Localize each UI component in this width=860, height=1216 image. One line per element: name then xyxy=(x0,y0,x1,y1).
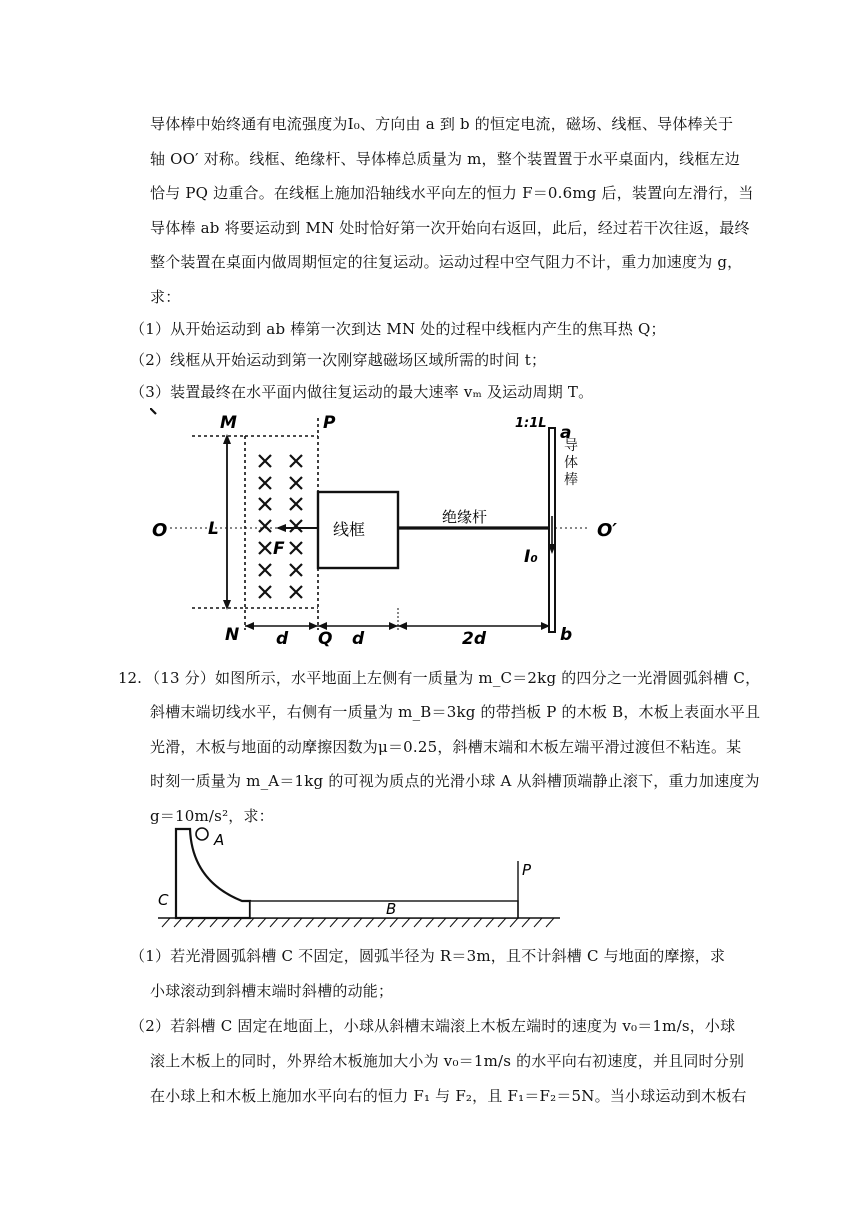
p12-line-5: g＝10m/s²，求： xyxy=(150,807,274,825)
p11-line-2: 轴 OO′ 对称。线框、绝缘杆、导体棒总质量为 m，整个装置置于水平桌面内，线框左边 xyxy=(150,150,740,168)
ball-a xyxy=(196,828,208,840)
label-conductor: 导体棒 xyxy=(564,438,578,488)
label-I0: I₀ xyxy=(524,547,538,567)
label-rod: 绝缘杆 xyxy=(442,508,488,526)
p12-question-2a: （2）若斜槽 C 固定在地面上，小球从斜槽末端滚上木板左端时的速度为 v₀＝1m/s，小球 xyxy=(130,1017,736,1035)
p12-question-2b: 滚上木板上的同时，外界给木板施加大小为 v₀＝1m/s 的水平向右初速度，并且同时分别 xyxy=(150,1052,745,1070)
field-crosses xyxy=(150,408,156,414)
label-P: P xyxy=(323,413,336,433)
p11-line-6: 求： xyxy=(150,288,181,306)
p12-question-1a: （1）若光滑圆弧斜槽 C 不固定，圆弧半径为 R＝3m，且不计斜槽 C 与地面的摩擦，求 xyxy=(130,947,726,965)
p11-question-3: （3）装置最终在水平面内做往复运动的最大速率 vₘ 及运动周期 T。 xyxy=(130,383,594,401)
p11-question-2: （2）线框从开始运动到第一次刚穿越磁场区域所需的时间 t； xyxy=(130,351,547,369)
p12-line-4: 时刻一质量为 m_A＝1kg 的可视为质点的光滑小球 A 从斜槽顶端静止滚下，重力加速度为 xyxy=(150,772,760,790)
p12-question-2c: 在小球上和木板上施加水平向右的恒力 F₁ 与 F₂，且 F₁＝F₂＝5N。当小球运动到木板右 xyxy=(150,1087,747,1105)
p12-question-1b: 小球滚动到斜槽末端时斜槽的动能； xyxy=(150,982,394,1000)
p12-line-3: 光滑，木板与地面的动摩擦因数为μ＝0.25，斜槽末端和木板左端平滑过渡但不粘连。某 xyxy=(150,738,742,756)
label-A: A xyxy=(214,831,225,849)
p12-line-2: 斜槽末端切线水平，右侧有一质量为 m_B＝3kg 的带挡板 P 的木板 B，木板上表面水平且 xyxy=(150,703,761,721)
p12-line-1: （13 分）如图所示，水平地面上左侧有一质量为 m_C＝2kg 的四分之一光滑圆弧斜槽 C， xyxy=(145,669,761,687)
label-B: B xyxy=(386,900,397,918)
magnetic-field-diagram xyxy=(150,408,620,648)
p11-line-5: 整个装置在桌面内做周期恒定的往复运动。运动过程中空气阻力不计，重力加速度为 g， xyxy=(150,253,743,271)
p11-line-3: 恰与 PQ 边重合。在线框上施加沿轴线水平向左的恒力 F＝0.6mg 后，装置向左滑行，当 xyxy=(150,184,754,202)
p12-number: 12. xyxy=(118,669,142,687)
slope-c xyxy=(176,829,250,918)
label-Q: Q xyxy=(318,629,333,648)
label-L: L xyxy=(208,519,219,539)
label-O: O xyxy=(152,520,168,541)
label-O-prime: O′ xyxy=(597,520,618,541)
label-a: a xyxy=(560,423,572,443)
label-C: C xyxy=(158,891,169,909)
slope-board-diagram xyxy=(150,823,570,933)
label-M: M xyxy=(220,413,237,433)
p11-question-1: （1）从开始运动到 ab 棒第一次到达 MN 处的过程中线框内产生的焦耳热 Q； xyxy=(130,320,666,338)
label-P2: P xyxy=(522,861,532,879)
label-b: b xyxy=(560,625,573,645)
label-F: F xyxy=(273,539,285,559)
label-d2: d xyxy=(352,629,365,648)
label-2d: 2d xyxy=(462,629,486,648)
label-N: N xyxy=(225,625,240,645)
p11-line-1: 导体棒中始终通有电流强度为I₀、方向由 a 到 b 的恒定电流，磁场、线框、导体棒关于 xyxy=(150,115,734,133)
label-d1: d xyxy=(276,629,289,648)
label-topmark: 1:1L xyxy=(515,416,547,431)
p11-line-4: 导体棒 ab 将要运动到 MN 处时恰好第一次开始向右返回，此后，经过若干次往返，最终 xyxy=(150,219,750,237)
label-frame: 线框 xyxy=(333,520,366,539)
board-b xyxy=(250,901,518,918)
